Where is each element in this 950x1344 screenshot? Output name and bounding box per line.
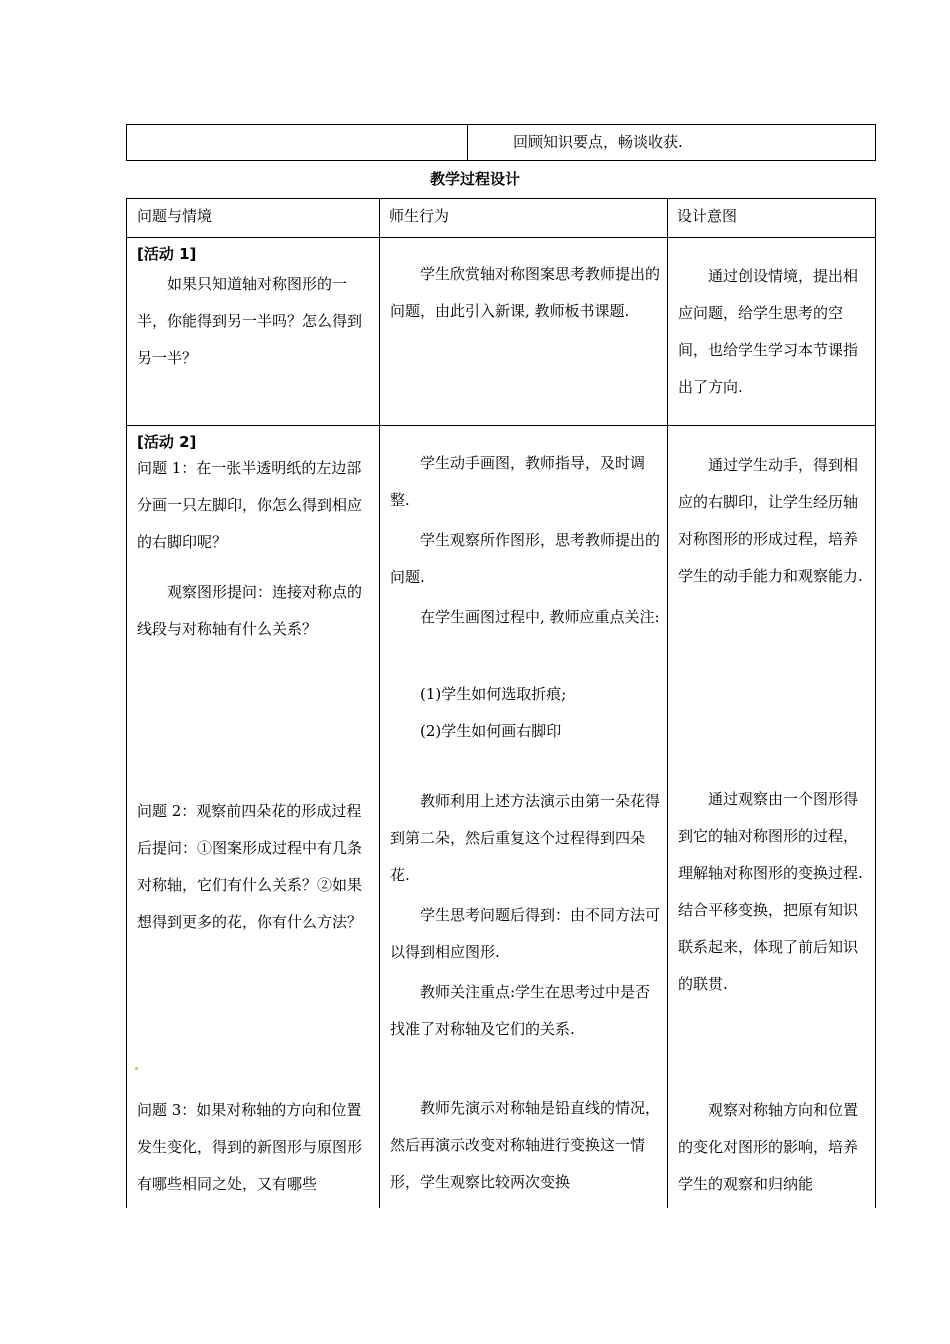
behavior-3: 教师先演示对称轴是铅直线的情况，然后再演示改变对称轴进行变换这一情形，学生观察比较两次变换 — [390, 1099, 661, 1191]
question-3: 问题 3：如果对称轴的方向和位置发生变化，得到的新图形与原图形有哪些相同之处，又有哪些 — [137, 1101, 363, 1193]
header-behavior: 师生行为 — [389, 207, 450, 225]
behavior-2-step3: 教师关注重点:学生在思考过中是否找准了对称轴及它们的关系. — [390, 983, 651, 1038]
activity1-label: [活动 1] — [137, 245, 197, 263]
question-1-observe: 观察图形提问：连接对称点的线段与对称轴有什么关系？ — [137, 583, 363, 638]
header-row-divider — [127, 237, 875, 238]
behavior-2-step1: 教师利用上述方法演示由第一朵花得到第二朵，然后重复这个过程得到四朵花. — [390, 792, 661, 884]
header-questions: 问题与情境 — [137, 207, 213, 225]
top-table-row — [126, 124, 876, 161]
section-title: 教学过程设计 — [429, 170, 520, 188]
activity2-label: [活动 2] — [137, 433, 197, 451]
behavior-1-step1: 学生动手画图，教师指导，及时调整. — [390, 454, 646, 509]
behavior-2-step2: 学生思考问题后得到：由不同方法可以得到相应图形. — [390, 906, 661, 961]
behavior-1-step3: 在学生画图过程中, 教师应重点关注: — [420, 608, 660, 626]
activity1-intent: 通过创设情境，提出相应问题，给学生思考的空间，也给学生学习本节课指出了方向. — [678, 267, 859, 396]
intent-3: 观察对称轴方向和位置的变化对图形的影响，培养学生的观察和归纳能 — [678, 1101, 859, 1193]
behavior-1-item2: (2)学生如何画右脚印 — [420, 722, 562, 740]
question-2: 问题 2：观察前四朵花的形成过程后提问：①图案形成过程中有几条对称轴，它们有什么关系？②如果想得到更多的花，你有什么方法？ — [137, 802, 363, 931]
question-1: 问题 1：在一张半透明纸的左边部分画一只左脚印，你怎么得到相应的右脚印呢？ — [137, 459, 363, 551]
intent-1: 通过学生动手，得到相应的右脚印，让学生经历轴对称图形的形成过程，培养学生的动手能力和观察能力. — [678, 456, 863, 585]
column-divider-2 — [667, 199, 668, 1208]
intent-2: 通过观察由一个图形得到它的轴对称图形的过程，理解轴对称图形的变换过程. 结合平移变换，把原有知识联系起来，体现了前后知识的联贯. — [678, 790, 863, 993]
header-intent: 设计意图 — [677, 207, 738, 225]
stray-mark — [135, 1067, 138, 1070]
activity1-behavior: 学生欣赏轴对称图案思考教师提出的问题，由此引入新课, 教师板书课题. — [390, 265, 661, 320]
behavior-1-item1: (1)学生如何选取折痕; — [420, 685, 567, 703]
activity1-question: 如果只知道轴对称图形的一半，你能得到另一半吗？怎么得到另一半？ — [137, 275, 363, 367]
top-table-divider — [467, 125, 468, 160]
behavior-1-step2: 学生观察所作图形，思考教师提出的问题. — [390, 531, 661, 586]
lesson-table — [126, 198, 876, 1208]
column-divider-1 — [379, 199, 380, 1208]
activity1-row-divider — [127, 425, 875, 426]
recap-text: 回顾知识要点，畅谈收获. — [513, 133, 683, 151]
